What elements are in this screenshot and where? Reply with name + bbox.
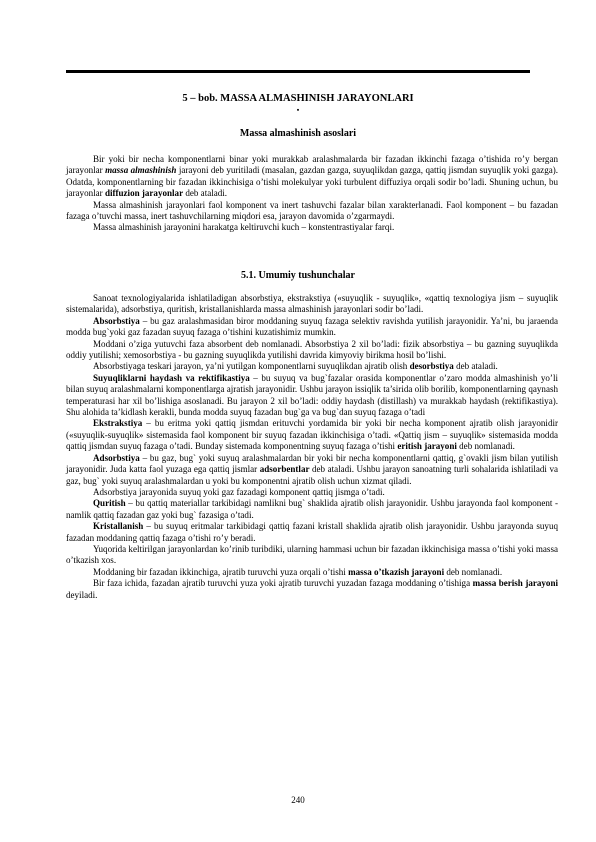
bold-term: massa berish jarayoni — [472, 578, 558, 589]
bold-term: diffuzion jarayonlar — [104, 188, 184, 199]
bold-term: Absorbstiya — [93, 315, 140, 326]
subtitle: Massa almashinish asoslari — [239, 128, 357, 139]
paragraph — [66, 154, 558, 200]
paragraph — [66, 339, 558, 362]
page-number: 240 — [291, 795, 305, 805]
text-run: – bu gaz, bug` yoki suyuq aralashmalardan bir yoki bir necha komponentlarni qattiq, g`ovakli jism bilan yutilish jarayonidir. Juda katta faol yuzaga ega qattiq jismlar — [66, 452, 558, 475]
text-run: Bir faza ichida, fazadan ajratib turuvchi yuza yoki ajratib turuvchi yuzadan fazaga moddaning o’tishiga — [93, 578, 473, 589]
text-run: Adsorbstiya jarayonida suyuq yoki gaz fazadagi komponent qattiq jismga o’tadi. — [93, 486, 385, 497]
bold-term: Adsorbstiya — [93, 452, 140, 463]
paragraph — [66, 578, 558, 601]
text-run: Moddani o’ziga yutuvchi faza absorbent deb nomlanadi. Absorbstiya 2 xil bo’ladi: fizik absorbstiya – bu gazning suyuqlikda oddiy yutilishi; xemosorbstiya - bu gazning suyuqlikda yutilishi davrida kimyoviy birikma hosil bo’lishi. — [66, 338, 558, 361]
text-run: Sanoat texnologiyalarida ishlatiladigan absorbstiya, ekstrakstiya («suyuqlik - suyuqlik», «qattiq texnologiya jism – suyuqlik sistemalarida), adsorbstiya, quritish, kristallanishlarda massa almashinish jarayonlari sodir bo’ladi. — [66, 293, 558, 315]
paragraph — [66, 316, 558, 339]
paragraph — [66, 487, 558, 498]
paragraph — [66, 222, 558, 233]
text-run: Massa almashinish jarayonlari faol komponent va inert tashuvchi fazalar bilan xarakterlanadi. Faol komponent – bu fazadan fazaga o’tuvchi massa, inert tashuvchilarning miqdori esa, jarayon davomida o’zgarmaydi. — [66, 199, 558, 222]
paragraph — [66, 453, 558, 487]
paragraph — [66, 361, 558, 372]
text-run: deb nomlanadi. — [444, 566, 503, 577]
text-run: deyiladi. — [66, 589, 98, 600]
paragraph — [66, 200, 558, 223]
text-run: – bu gaz aralashmasidan biror moddaning suyuq fazaga selektiv ravishda yutilish jarayonidir. Ya’ni, bu jaraenda modda bug`yoki gaz fazadan suyuq fazaga o’tishini kuzatishimiz mumkin. — [66, 315, 558, 338]
body-text — [66, 293, 558, 601]
text-run: – bu qattiq materiallar tarkibidagi namlikni bug` shaklida ajratib olish jarayonidir. Ushbu jarayonda faol komponent - namlik qattiq fazadan gaz yoki bug` fazasiga o’tadi. — [66, 498, 558, 520]
bold-term: Suyuqliklarni haydash va rektifikastiya — [93, 372, 250, 383]
paragraph — [66, 498, 558, 521]
bold-term: Ekstrakstiya — [93, 418, 143, 429]
text-run: Massa almashinish jarayonini harakatga keltiruvchi kuch – konstentrastiyalar farqi. — [93, 222, 395, 233]
paragraph — [66, 418, 558, 452]
bold-term: massa almashinish — [105, 165, 177, 176]
chapter-title: 5 – bob. MASSA ALMASHINISH JARAYONLARI — [182, 93, 414, 104]
text-run: – bu suyuq eritmalar tarkibidagi qattiq fazani kristall shaklida ajratib olish jarayonidir. Ushbu jarayonda suyuq fazadan moddaning qattiq fazaga o’tishi ro’y beradi. — [66, 521, 558, 543]
paragraph — [66, 567, 558, 578]
bold-term: massa o’tkazish jarayoni — [348, 566, 445, 577]
text-run: – bu suyuq va bug`fazalar orasida komponentlar o’zaro modda almashinish yo’li bilan suyuq aralashmalarni komponentlarga ajratish jarayonidir. Ushbu jarayon issiqlik ta’sirida olib borilib, komponentlarning qaynash temperaturasi har xil bo’lishiga asoslanadi. Bu jarayon 2 xil bo’ladi: oddiy haydash (distillash) va murakkab haydash (rektifikastiya). Shu alohida ta’kidlash kerakli, bunda modda suyuq fazadan bug`ga va bug`dan suyuq fazaga o’tadi — [66, 372, 558, 418]
paragraph — [66, 373, 558, 419]
section-title: 5.1. Umumiy tushunchalar — [241, 270, 355, 281]
text-run: deb ataladi. — [183, 188, 228, 199]
text-run: Bir yoki bir necha komponentlarni binar yoki murakkab aralashmalarda bir fazadan ikkinchi fazaga o’tishida ro’y bergan jarayonlar — [66, 154, 558, 176]
text-run: Absorbstiyaga teskari jarayon, ya’ni yutilgan komponentlarni suyuqlikdan ajratib olish — [93, 361, 410, 372]
paragraph — [66, 521, 558, 544]
bold-term: Kristallanish — [93, 521, 144, 532]
text-run: Moddaning bir fazadan ikkinchiga, ajratib turuvchi yuza orqali o’tishi — [93, 566, 349, 577]
bold-term: adsorbentlar — [259, 464, 310, 475]
bold-term: desorbstiya — [409, 361, 454, 372]
bold-term: Quritish — [93, 498, 126, 509]
text-run: deb ataladi. — [453, 361, 498, 372]
text-run: deb ataladi. Ushbu jarayon sanoatning turli sohalarida ishlatiladi va gaz, bug` yoki suyuq aralashmalardan u yoki bu komponentni ajratib olish uchun xizmat qiladi. — [66, 464, 558, 486]
text-run: Yuqorida keltirilgan jarayonlardan ko’rinib turibdiki, ularning hammasi uchun bir fazadan ikkinchisiga massa o’tishi yoki massa o’tkazish xos. — [66, 543, 558, 566]
text-run: deb nomlanadi. — [456, 441, 515, 452]
text-run: – bu eritma yoki qattiq jismdan erituvchi yordamida bir yoki bir necha komponent ajratib olish jarayonidir («suyuqlik-suyuqlik» sistemasida faol komponent bir suyuq fazadan ikkinchisiga o’tadi. «Qattiq jism – suyuqlik» sistemasida modda qattiq jismdan suyuq fazaga o’tadi. Bunday sistemada komponentning suyuq fazaga o’tishi — [66, 418, 558, 452]
bullet-icon: ▪ — [296, 106, 300, 114]
header-rule — [66, 70, 530, 73]
paragraph — [66, 544, 558, 567]
text-run: jarayoni deb yuritiladi (masalan, gazdan gazga, suyuqlikdan gazga, qattiq jismdan suyuqlik yoki gazga). Odatda, komponentlarning bir fazadan ikkinchisiga o’tishi molekulyar yoki turbulent diffuziya orqali sodir bo’ladi. Shuning uchun, bu jarayonlar — [66, 165, 559, 199]
bold-term: eritish jarayoni — [397, 441, 457, 452]
paragraph — [66, 293, 558, 316]
intro-text — [66, 154, 558, 234]
